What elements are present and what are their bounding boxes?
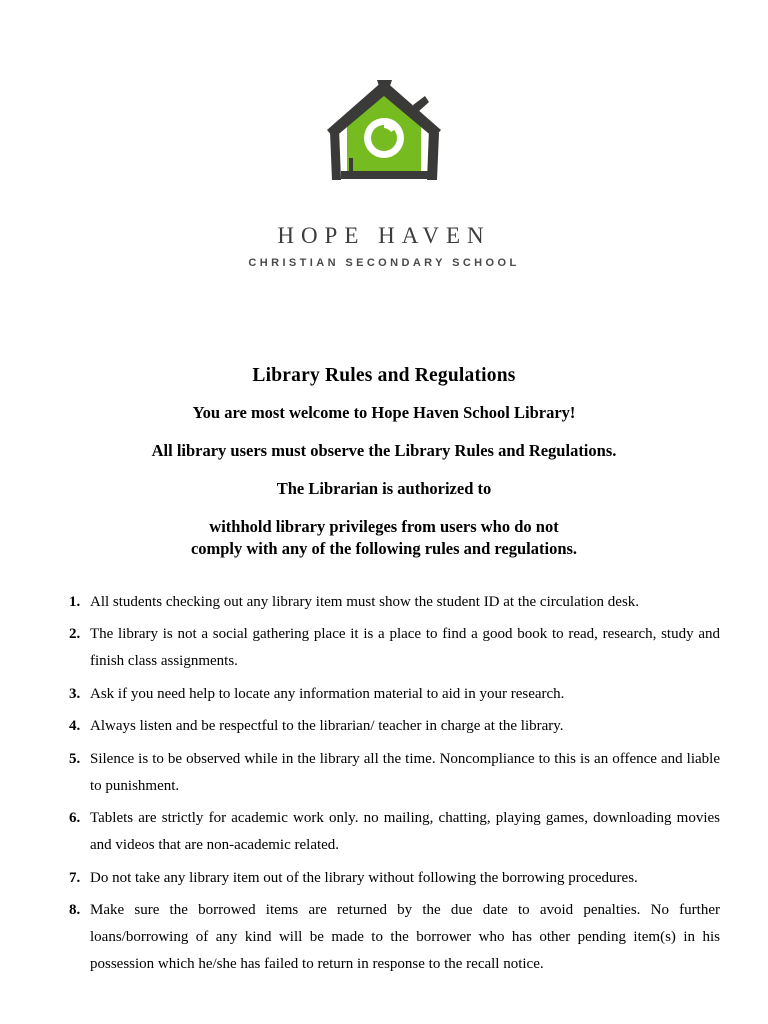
withhold-line-1: withhold library privileges from users who do not [209, 517, 559, 537]
page-title: Library Rules and Regulations [252, 365, 516, 386]
welcome-text: You are most welcome to Hope Haven School Library! [192, 403, 576, 422]
school-subtitle: CHRISTIAN SECONDARY SCHOOL [248, 257, 520, 269]
list-item: 5. Silence is to be observed while in the library all the time. Noncompliance to this is an offence and liable to punishment. [84, 746, 720, 799]
school-name: HOPE HAVEN [277, 223, 491, 248]
list-item: 8. Make sure the borrowed items are returned by the due date to avoid penalties. No further loans/borrowing of any kind will be made to the borrower who has other pending item(s) in his possession which he/she has failed to return in response to the recall notice. [84, 897, 720, 977]
list-item: 1. All students checking out any library item must show the student ID at the circulation desk. [84, 589, 720, 616]
withhold-line-2: comply with any of the following rules and regulations. [190, 539, 578, 559]
authorized-text: The Librarian is authorized to [276, 478, 492, 498]
school-logo-block [48, 0, 720, 269]
list-item: 3. Ask if you need help to locate any information material to aid in your research. [84, 681, 720, 708]
observe-text: All library users must observe the Library Rules and Regulations. [151, 440, 617, 460]
list-item: 6. Tablets are strictly for academic work only. no mailing, chatting, playing games, downloading movies and videos that are non-academic related. [84, 805, 720, 858]
list-item: 2. The library is not a social gathering place it is a place to find a good book to read, research, study and finish class assignments. [84, 621, 720, 674]
withhold-text [48, 516, 720, 561]
list-item: 4. Always listen and be respectful to the librarian/ teacher in charge at the library. [84, 713, 720, 740]
house-with-circle-logo-icon [289, 72, 479, 197]
list-item: 7. Do not take any library item out of the library without following the borrowing procedures. [84, 865, 720, 892]
rules-list [48, 589, 720, 978]
